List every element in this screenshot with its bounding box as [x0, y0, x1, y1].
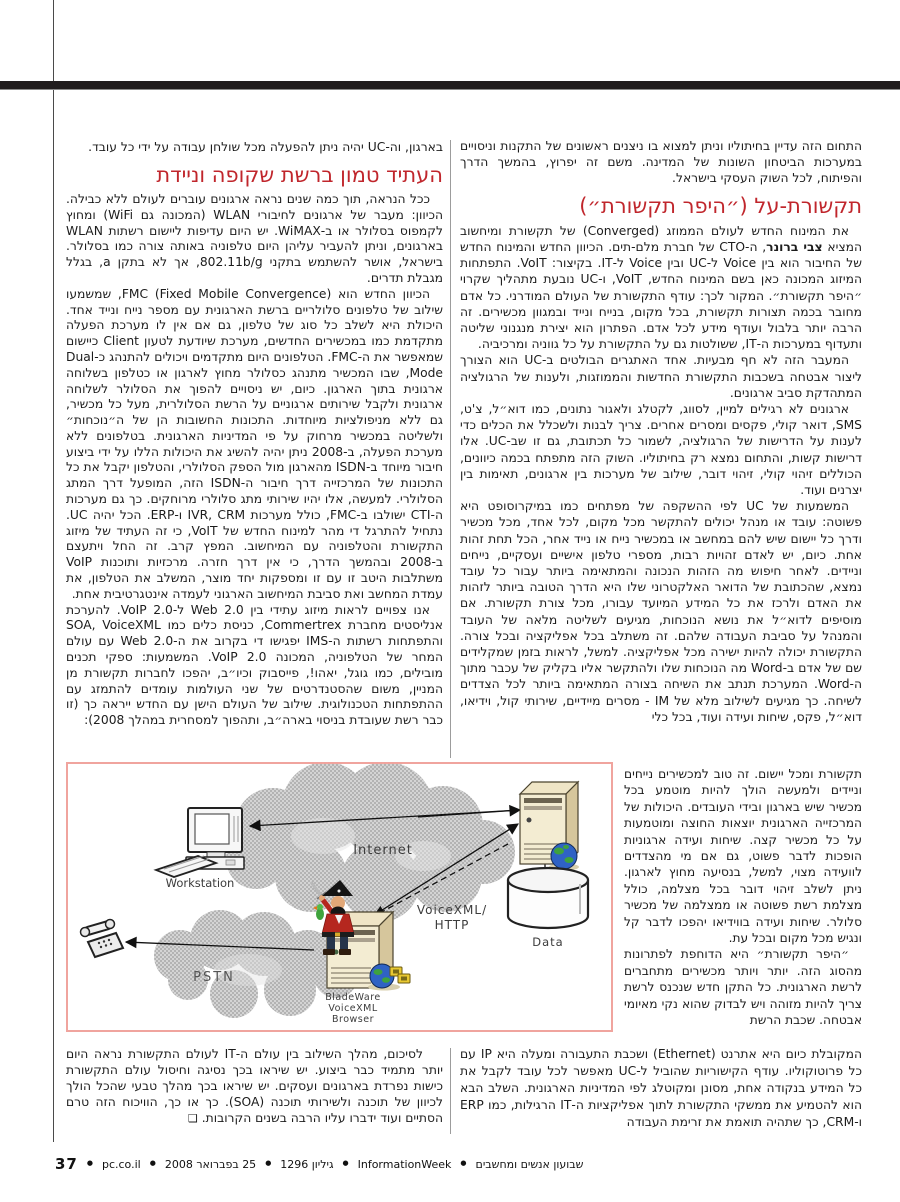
text-run: , ה-CTO של חברת מלם-תים. הכיוון החדש והמינוח החדש של החיבור הוא בין Voice ל-UC ובין Voice ל-IT. בקיצור: VoIT. התפתחות המיזוג המכונה כאן בשם המינוח החדש, VoIT, ו-UC נובעת מתהליך שקרוי ״היפר תקשורת״. המקור לכך: עודף התקשורת של העולם המודרני. כל אדם מחובר בכמה תצורות תקשורת, בכל מקום, בנייח ונייד ובמגוון מכשירים. זה הרבה יותר בלבול ועודף מידע לכל אדם. הפתרון הוא יצירת מנגנוני שליטה ותעדוף במערכות ה-IT, ששולטות גם על התקשורת על כל גווניה ומרכיביה. — [460, 239, 862, 352]
text-run: את המינוח החדש לעולם הממוזג (Converged) של תקשורת ומיחשוב המציא — [460, 223, 862, 254]
footer-bullet: ● — [460, 1159, 467, 1167]
globe-media-icon — [370, 964, 410, 988]
section-headline-future-network: העתיד טמון ברשת שקופה וניידת — [156, 162, 443, 187]
paragraph: המעבר הזה לא חף מבעיות. אחד האתגרים הבולטים ב-UC הוא הצורך ליצור אבטחה בשכבות התקשורת החדשות והממוזגות, ולענות של הרגולציה המתהדקת סביב ארגונים. — [460, 353, 862, 400]
paragraph-continued: תקשורת ומכל יישום. זה טוב למכשירים נייחים וניידים ולמעשה הולך להיות מוטמע בכל מכשיר שיש בארגון ובידי העובדים. היכולות של המרכזייה הארגונית יוצאות החוצה ומוטמעות על כל מכשיר קצה. שיחות ועידה ארגוניות הופכות לדבר פשוט, גם אם מי מהצדדים לוועידה מצוי, למשל, בנסיעה מחוץ לארגון. ניתן לשלב זיהוי דובר בכל מצלמה, כולל מצלמת רשת פשוטה או ממצלמה של מכשיר סלולר. שיחות ועידה בווידיאו יהפכו לדבר קל ונגיש מכל מקום ובכל עת. — [624, 767, 862, 946]
database-icon — [508, 868, 588, 928]
left-column-summary — [66, 1046, 443, 1142]
network-diagram-svg — [68, 764, 611, 1030]
page-footer — [55, 1155, 583, 1173]
column-divider-top — [450, 140, 451, 758]
paragraph-continued: בארגון, וה-UC יהיה ניתן להפעלה מכל שולחן עבודה על ידי כל עובד. — [88, 140, 443, 154]
paragraph: אנו צפויים לראות מיזוג עתידי בין Web 2.0 ל-VoIP 2.0. להערכת אנליסטים מחברת Commertrex, כניסת כלים כמו SOA, VoiceXML והתפתחות רשתות ה-IMS יפגישו די בקרוב את ה-Web 2.0 עם עולם המחר של הטלפוניה, המכונה VoIP 2.0. המשמעות: ספקי תכנים מובילים, כמו גוגל, יאהו!, פייסבוק וכיו״ב, יהפכו לחברות תקשורת מן המניין, משום שהסטנדרטים של שני העולמות עומדים להתמזג עם ההתפתחות הטכנולוגית. שילוב של העולם הישן עם החדש ייראה כך (זו כבר רשת שעובדת בניסוי בארה״ב, ותהפוך למסחרית במהלך 2008): — [66, 602, 443, 728]
bladeware-label-line3: Browser — [332, 1014, 374, 1025]
footer-issue: גיליון 1296 — [280, 1157, 334, 1171]
workstation-icon — [156, 808, 244, 877]
footer-bullet: ● — [86, 1159, 93, 1167]
top-divider-bar — [0, 81, 900, 90]
paragraph — [460, 223, 862, 353]
end-of-article-mark: ❑ — [187, 1112, 198, 1125]
paragraph: הכיוון החדש הוא FMC (Fixed Mobile Convergence), שמשמעו שילוב של טלפונים סלולריים ברשת הארגונית עם מספר נייח ונייד אחד. היכולת היא לשלב כל סוג של טלפון, גם אם אין לו מערכת הפעלה מתקדמת כמו במכשירים החדשים, מערכת שיודעת לטעון Client כיישום שמאפשר את ה-FMC. הטלפונים היום מתקדמים ויכולים להתנהג כ-Dual Mode, שבו המכשיר מתנהג כסלולר מחוץ לארגון או כטלפון בשלוחה ארגונית בתוך הארגון. כיום, יש ניסויים להפוך את הסלולר לשלוחה ארגונית ולקבל שירותים ארגוניים על הרשת הסלולרית, מעל כל מכשיר, גם ללא מניפולציות מיוחדות. התכונות החשובות הן של ה״נוכחות״ ולשליטה במכשיר מרחוק על פי המדיניות הארגונית. בטלפונים ללא מערכת הפעלה, ב-2008 ניתן יהיה להשיג את היכולות הללו על ידי ביצוע חיבור מיוחד ב-ISDN מהארגון מול הספק הסלולרי, והטלפון יקבל את כל התכונות של המרכזייה דרך חיבור ה-ISDN הזה, המופעל דרך המתג הסלולרי. למעשה, אלו יהיו שירותי מתג סלולרי מרוחקים. כך גם מערכות ה-CTI ישולבו ב-FMC, כולל מערכות IVR, CRM ו-ERP. הכל יהיה UC. נתחיל להתרגל די מהר למינוח החדש של VoIT, כי זה העתיד של מיזוג התקשורת והטלפוניה עם המיחשוב. המפץ קרב. זה החל ויתעצם ב-2008 ובהמשך הדרך, כי אין דרך חזרה. מרכזיות ותוכנות VoIP משתלבות היטב זו עם זו ומספקות יחד מוצר, המשלב את הטלפון, את עמדת המחשב ואת סביבת המיחשוב הארגוני לעמדה אינטגרטיבית אחת. — [66, 286, 443, 601]
telephone-icon — [81, 920, 124, 958]
left-column — [66, 140, 443, 760]
right-column-narrow — [624, 766, 862, 1048]
globe-icon — [551, 843, 577, 869]
page-number: 37 — [55, 1155, 78, 1173]
voicexml-http-label-line1: VoiceXML/ — [416, 903, 488, 917]
section-headline-hyper-communication: תקשורת-על (״היפר תקשורת״) — [579, 193, 862, 218]
network-diagram — [66, 762, 613, 1032]
footer-tagline: שבועון אנשים ומחשבים — [475, 1157, 584, 1171]
paragraph: ארגונים לא רגילים למיין, לסווג, לקטלג ולאגור נתונים, כמו דוא״ל, צ'ט, SMS, דואר קולי, פקסים ומסרים אחרים. צריך לבנות ולשכלל את הכלים כדי לענות על הדרישות של הרגולציה, לשמור כל תכתובת, גם זו שב-UC. אלו דרישות קשות, והתחום נמצא רק בחיתוליו. השוק הזה מתפתח בכמה כיוונים, הכוללים זיהוי קולי, זיהוי דובר, שילוב של מערכות בין ארגונים, תאימות בין יצרנים ועוד. — [460, 401, 862, 497]
pstn-label: PSTN — [193, 970, 235, 985]
footer-publication: InformationWeek — [357, 1157, 452, 1171]
bladeware-label-line2: VoiceXML — [328, 1003, 378, 1014]
footer-bullet: ● — [149, 1159, 156, 1167]
footer-bullet: ● — [342, 1159, 349, 1167]
data-label: Data — [532, 935, 564, 949]
internet-label: Internet — [353, 843, 413, 858]
right-column-top — [460, 138, 862, 760]
left-margin-rule — [53, 0, 54, 1142]
paragraph: ככל הנראה, תוך כמה שנים נראה ארגונים עוברים לעולם ללא כבילה. הכיוון: מעבר של ארגונים לחיבורי WLAN (המכונה גם WiFi) ומחוץ לקמפוס בסלולר או ב-WiMAX. יש היום עדיפות ליישום רשתות WLAN בארגונים, וניתן להעביר עליהן היום טלפוניה באותה צורה כמו בסלולר. בישראל, אושר להשתמש בתקני 802.11b/g, אך לא בתקן a, בגלל מגבלת תדרים. — [66, 191, 443, 285]
footer-date: 25 בפברואר 2008 — [164, 1157, 257, 1171]
person-name: צבי ברונר — [766, 239, 823, 254]
summary-paragraph — [66, 1046, 443, 1127]
web-server-icon — [520, 782, 579, 871]
right-column-bottom — [460, 1046, 862, 1134]
footer-site: pc.co.il — [101, 1157, 141, 1171]
workstation-label: Workstation — [165, 876, 235, 890]
paragraph-continued: המקובלת כיום היא אתרנט (Ethernet) ושכבת התעבורה ומעלה היא IP עם כל פרוטוקוליו. עודף הקישוריות שהוביל ל-UC מאפשר לכל עובד לקבל את כל המידע בנקודה אחת, מסונן ומקוטלג לפי המדיניות הארגונית. השלב הבא הוא להטמיע את ממשקי התקשורת לתוך אפליקציות ה-IT הרגילות, כמו ERP ו-CRM, כך שתהיה תואמת את זרימת העבודה — [460, 1047, 862, 1129]
paragraph-continued: התחום הזה עדיין בחיתוליו וניתן למצוא בו ניצנים ראשונים של התקנות וניסויים במערכות הביטחון השונות של המדינה. משם זה יפרוץ, בהמשך הדרך והפיתוח, לכל השוק העסקי בישראל. — [460, 139, 862, 186]
paragraph: ״היפר תקשורת״ היא הדוחפת לפתרונות מהסוג הזה. יותר ויותר מכשירים מתחברים לרשת הארגונית. כל התקן חדש שנכנס לרשת צריך להיות מזוהה ויש לבדוק שהוא נקי מאיומי אבטחה. שכבת הרשת — [624, 947, 862, 1028]
paragraph: המשמעות של UC לפי ההשקפה של מפתחים כמו במיקרוסופט היא פשוטה: עובד או מנהל יכולים להתקשר מכל מקום, לכל אחד, מכל מכשיר ודרך כל יישום שיש להם במחשב או במכשיר נייח או נייד אחר, הכל תחת זהות אחת. כיום, יש לאדם זהויות רבות, מספרי טלפון אישיים ועסקיים, נייחים וניידים. לאחר חיפוש מה הזהות הנכונה והמתאימה ביותר עבור כל עובד נמצא, שהכתובת של הדואר האלקטרוני שלו היא הדרך הטובה ביותר לזהות את האדם ולרכז את כל המידע המיועד עבורו, מכל צורת תקשורת. אם מוסיפים לדוא״ל את נושא הנוכחות, מגיעים לשליטה מלאה של העובד והמנהל על סביבת העבודה שלהם. זה משתלב בכל אפליקציה ובכל צורה. התקשורת יכולה להיות ישירה מכל אפליקציה. למשל, לראות בזמן שמקלידים שם של אדם ב-Word מה הנוכחות שלו ולהתקשר אליו בקליק של עכבר מתוך ה-Word. המערכת תנתב את השיחה בצורה המתאימה ביותר לכל הצדדים לשיחה. כך מגיעים לשילוב מלא של IM - מסרים מיידיים, שירותי קול, וידיאו, דוא״ל, פקס, שיחות ועידה ועוד, בכל כלי — [460, 499, 862, 724]
bladeware-label-line1: BladeWare — [325, 992, 381, 1003]
footer-bullet: ● — [265, 1159, 272, 1167]
column-divider-bottom — [450, 1048, 451, 1134]
voicexml-http-label-line2: HTTP — [434, 918, 470, 932]
text-run: לסיכום, מהלך השילוב בין עולם ה-IT לעולם התקשורת נראה היום יותר מתמיד כבר ביצוע. יש שיראו בכך נסיגה וחיסול עולם התקשורת כישות נפרדת בארגונים ועסקים. יש שיראו בכך מהלך טבעי שהכל הולך לכיוון של תוכנה ולשירותי תוכנה (SOA). כך או כך, הוויכוח הזה טרם הסתיים ועוד ידברו עליו הרבה בשנים הקרובות. — [66, 1047, 443, 1125]
